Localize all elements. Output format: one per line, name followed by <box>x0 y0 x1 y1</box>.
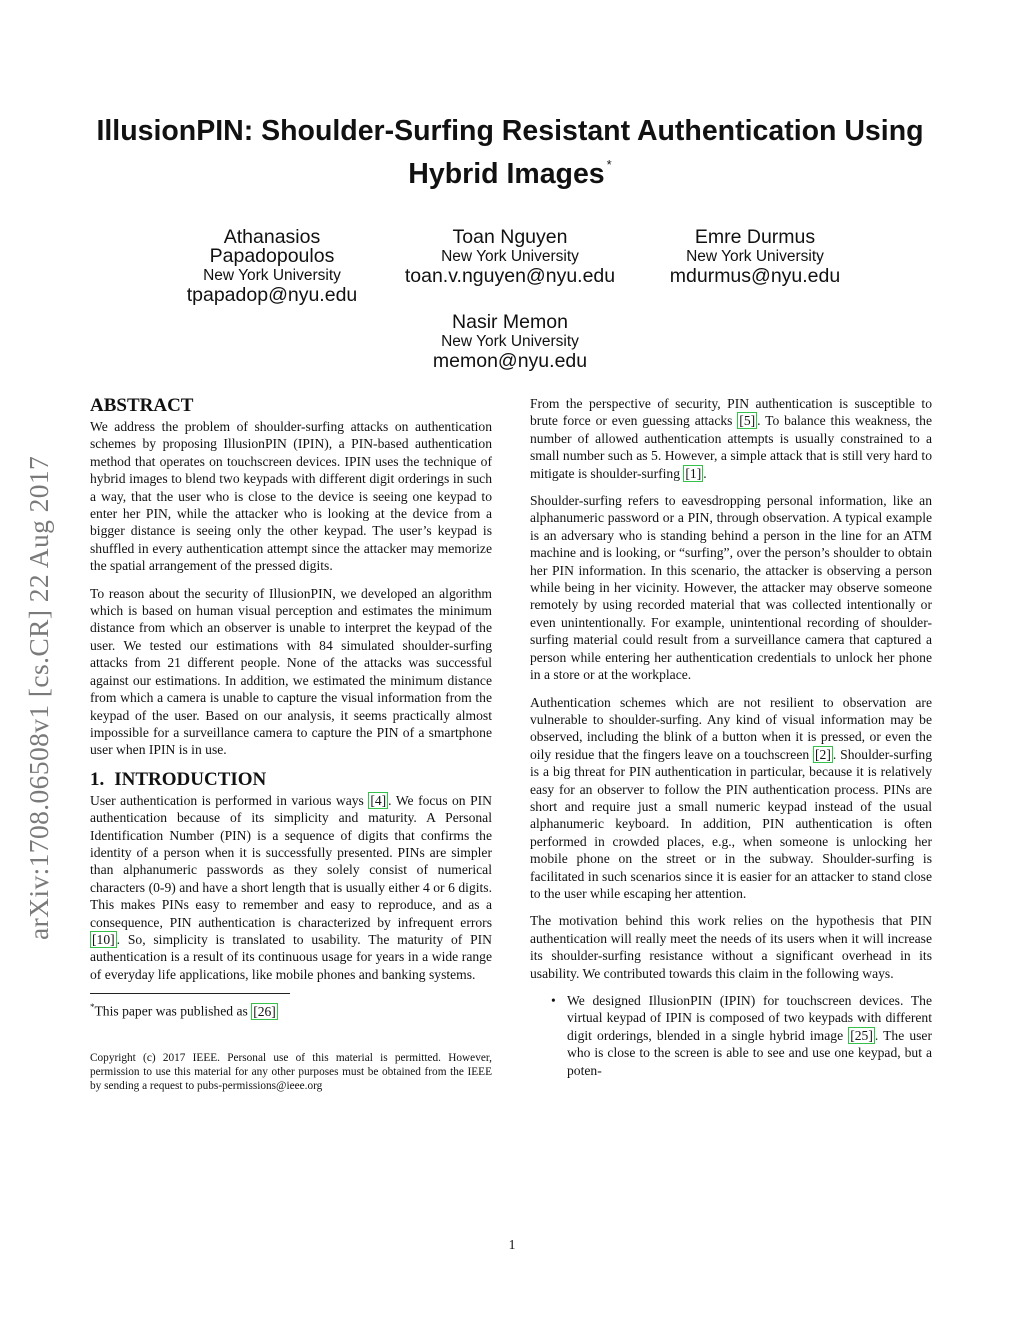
author-affiliation: New York University <box>441 333 579 350</box>
footnote-text: This paper was published as <box>94 1003 252 1019</box>
abstract-heading: ABSTRACT <box>90 395 194 416</box>
page-number: 1 <box>508 1237 516 1252</box>
author-name: Nasir Memon <box>452 311 568 333</box>
text-run: We designed IllusionPIN (IPIN) for touchscreen devices. The virtual keypad of IPIN is composed of two keypads with different digit orderings, blended in a single hybrid image <box>567 993 932 1043</box>
citation-link[interactable]: [2] <box>815 746 831 762</box>
author-email: mdurmus@nyu.edu <box>669 265 841 287</box>
body-paragraph: The motivation behind this work relies on the hypothesis that PIN authentication will really meet the needs of its users when it will increase its shoulder-surfing resistance without a significant overhead in its usability. We contributed towards this claim in the following ways. <box>530 913 932 981</box>
abstract-paragraph: We address the problem of shoulder-surfing attacks on authentication schemes by proposing IllusionPIN (IPIN), a PIN-based authentication method that operates on touchscreen devices. IPIN uses the technique of hybrid images to blend two keypads with different digit orderings in such a way, that the user who is close to the device is seeing one keypad to enter her PIN, while the attacker who is looking at the device from a bigger distance is seeing only the other keypad. The user’s keypad is shuffled in every authentication attempt since the attacker may memorize the spatial arrangement of the pressed digits. <box>90 419 492 574</box>
author-email: memon@nyu.edu <box>432 350 588 372</box>
arxiv-identifier: arXiv:1708.06508v1 [cs.CR] 22 Aug 2017 <box>23 455 54 940</box>
text-run: . The user who is close to the screen is able to see and use one keypad, but a poten- <box>567 1027 932 1078</box>
footnote <box>90 999 492 1020</box>
text-run: Authentication schemes which are not resilient to observation are vulnerable to shoulder-surfing. Any kind of visual information may be observed, including the blink of a button when it is pressed, or even the oily residue that the fingers leave on a touchscreen <box>530 694 932 762</box>
text-run: . Shoulder-surfing is a big threat for PIN authentication in particular, because it is relatively easy for an observer to follow the PIN authentication process. PINs are short and require just a small numeric keypad instead of the usual alphanumeric keyboard. In addition, PIN authentication is often performed in crowded places, e.g., when someone is unlocking her mobile phone on the street or in the subway. Shoulder-surfing is facilitated in such scenarios since it is easier for an attacker to stand close to the user while escaping her attention. <box>530 746 932 901</box>
footnote-rule <box>90 993 290 994</box>
author-affiliation: New York University <box>686 248 824 265</box>
text-run: . We focus on PIN authentication because of its simplicity and maturity. A Personal Identification Number (PIN) is a sequence of digits that confirms the identity of a person when it is successfully presented. PINs are simpler than alphanumeric passwords as they solely consist of numerical characters (0-9) and have a short length that is usually either 4 or 6 digits. This makes PINs easy to remember and easy to reproduce, and as a consequence, PIN authentication is characterized by infrequent errors <box>90 792 492 930</box>
author-block <box>172 228 372 306</box>
body-paragraph <box>90 792 492 983</box>
author-email: toan.v.nguyen@nyu.edu <box>404 265 616 287</box>
author-block <box>410 313 610 372</box>
citation-link[interactable]: [5] <box>739 413 756 429</box>
author-block <box>655 228 855 287</box>
body-paragraph <box>530 395 932 482</box>
author-name: Athanasios Papadopoulos <box>209 226 335 267</box>
citation-link[interactable]: [10] <box>92 931 115 947</box>
footnote-mark: * <box>90 1002 95 1013</box>
title-footnote-mark: * <box>606 157 612 172</box>
citation-link[interactable]: [4] <box>370 792 387 808</box>
paper-title <box>90 114 930 191</box>
abstract-paragraph: To reason about the security of IllusionPIN, we developed an algorithm which is based on human visual perception and estimates the minimum distance from which an observer is unable to interpret the keypad of the user. We tested our estimations with 84 simulated shoulder-surfing attacks from 21 different people. None of the attacks was successful against our estimations. In addition, we estimated the minimum distance from which a camera is unable to capture the visual information from the keypad of the user. Based on our analysis, it seems practically almost impossible for a surveillance camera to capture the PIN of a smartphone user when IPIN is in use. <box>90 585 492 758</box>
copyright-notice: Copyright (c) 2017 IEEE. Personal use of this material is permitted. However, permission to use this material for any other purposes must be obtained from the IEEE by sending a request to pubs-permissions@ieee.org <box>90 1052 492 1093</box>
author-name: Emre Durmus <box>694 226 816 248</box>
right-column <box>530 395 932 1079</box>
author-affiliation: New York University <box>203 267 341 284</box>
author-block <box>385 228 635 287</box>
left-column <box>90 395 492 1093</box>
contribution-list <box>530 992 932 1079</box>
section-number: 1. <box>90 768 105 790</box>
bullet-icon: • <box>551 993 556 1008</box>
body-paragraph: Shoulder-surfing refers to eavesdropping personal information, like an alphanumeric password or a PIN, through observation. A typical example is an adversary who is standing behind a person in the line for an ATM machine and is looking, or “surfing”, over the person’s shoulder to obtain her PIN information. In this scenario, the attacker is observing a person while being in her vicinity. However, the attacker may observe someone remotely by using recorded material that was collected intentionally or even unintentionally. For example, unintentional recording of shoulder-surfing material could result from a surveillance camera that captured a person while entering her authentication credentials to unlock her phone in a store or at the workplace. <box>530 493 932 683</box>
citation-link[interactable]: [25] <box>850 1027 873 1043</box>
text-run: From the perspective of security, PIN authentication is susceptible to brute force or even guessing attacks <box>530 396 932 429</box>
text-run: . <box>703 465 707 481</box>
text-run: . To balance this weakness, the number of allowed authentication attempts is usually constrained to a small number such as 5. However, a simple attack that is still very hard to mitigate is shoulder-surfing <box>530 413 932 481</box>
author-email: tpapadop@nyu.edu <box>186 284 358 306</box>
text-run: User authentication is performed in various ways <box>90 792 369 808</box>
text-run: . So, simplicity is translated to usability. The maturity of PIN authentication is a result of its continuous usage for years in a wide range of everyday life applications, like mobile phones and banking systems. <box>90 931 492 982</box>
section-title: INTRODUCTION <box>114 768 267 790</box>
body-paragraph <box>530 694 932 903</box>
citation-link[interactable]: [1] <box>685 465 702 481</box>
list-item <box>530 992 932 1079</box>
title-text: IllusionPIN: Shoulder-Surfing Resistant Authentication Using Hybrid Images <box>96 115 924 190</box>
author-affiliation: New York University <box>441 248 579 265</box>
citation-link[interactable]: [26] <box>253 1003 276 1019</box>
section-heading <box>90 769 492 791</box>
author-name: Toan Nguyen <box>452 226 568 248</box>
